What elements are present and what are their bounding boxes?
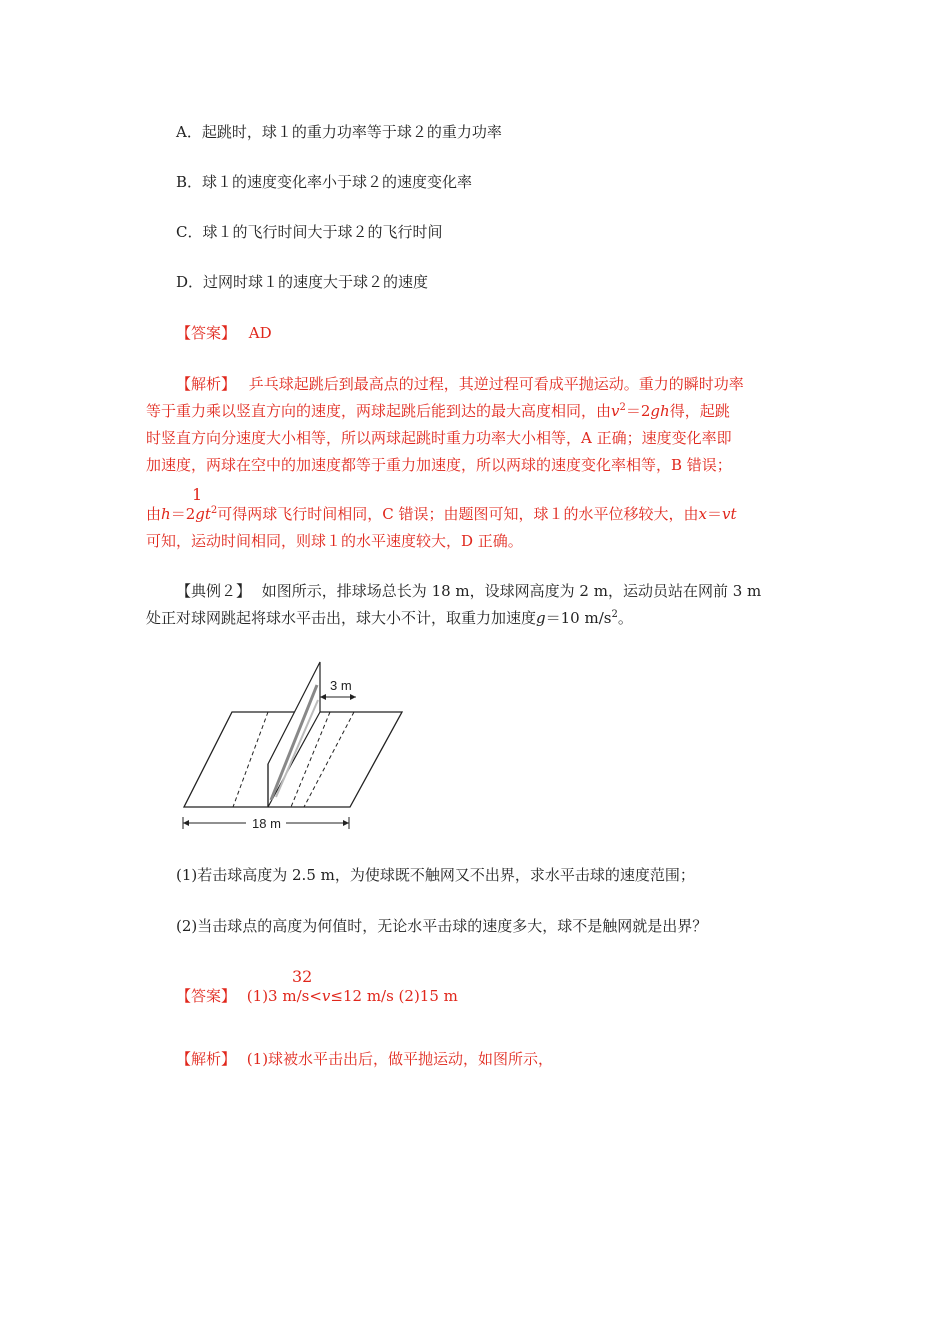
analysis-1-line-1: 【解析】 乒乓球起跳后到最高点的过程，其逆过程可看成平抛运动。重力的瞬时功率 (176, 375, 744, 393)
example-label: 【典例２】 (176, 582, 252, 600)
analysis-2: 【解析】 (1)球被水平击出后，做平抛运动，如图所示， (176, 1050, 554, 1068)
arrow-right-icon (343, 820, 349, 826)
net-band-1 (271, 685, 317, 800)
question-2: (2)当击球点的高度为何值时，无论水平击球的速度多大，球不是触网就是出界？ (176, 917, 708, 935)
example-2-line-1: 【典例２】 如图所示，排球场总长为 18 m，设球网高度为 2 m，运动员站在网前 3 m (176, 582, 762, 600)
analysis-label: 【解析】 (176, 1050, 237, 1068)
answer-label: 【答案】 (176, 324, 237, 342)
option-d: D．过网时球１的速度大于球２的速度 (176, 273, 429, 291)
option-b: B．球１的速度变化率小于球２的速度变化率 (176, 173, 473, 191)
fraction-numerator: 32 (292, 967, 313, 986)
court-figure (170, 655, 420, 840)
attack-line-left (233, 712, 268, 807)
label-3m: 3 m (330, 678, 352, 693)
arrow-left-icon (183, 820, 189, 826)
label-18m: 18 m (252, 816, 281, 831)
answer-value: AD (248, 324, 272, 342)
answer-label: 【答案】 (176, 987, 237, 1005)
fraction-numerator: 1 (192, 485, 203, 504)
question-1: (1)若击球高度为 2.5 m，为使球既不触网又不出界，求水平击球的速度范围； (176, 866, 695, 884)
analysis-1-line-5: 由$h=2gt^2$可得两球飞行时间相同，C 错误；由题图可知，球１的水平位移较大，由x＝vt (146, 505, 737, 523)
arrow-left-icon (320, 694, 326, 700)
analysis-1-line-6: 可知，运动时间相同，则球１的水平速度较大，D 正确。 (146, 532, 523, 550)
option-a: A．起跳时，球１的重力功率等于球２的重力功率 (176, 123, 502, 141)
answer-1 (176, 322, 272, 344)
analysis-1-line-3: 时竖直方向分速度大小相等，所以两球起跳时重力功率大小相等，A 正确；速度变化率即 (146, 429, 732, 447)
option-c: C．球１的飞行时间大于球２的飞行时间 (176, 223, 443, 241)
example-2-line-2: 处正对球网跳起将球水平击出，球大小不计，取重力加速度g＝10 $m/s^2$。 (146, 609, 633, 627)
answer-2: 【答案】 (1)3 m/s<v≤12 m/s (2)15 m (176, 987, 458, 1005)
analysis-1-line-2: 等于重力乘以竖直方向的速度，两球起跳后能到达的最大高度相同，由$v^2=2gh$得，起跳 (146, 402, 730, 420)
analysis-label: 【解析】 (176, 375, 237, 393)
analysis-1-line-4: 加速度，两球在空中的加速度都等于重力加速度，所以两球的速度变化率相等，B 错误； (146, 456, 732, 474)
arrow-right-icon (350, 694, 356, 700)
